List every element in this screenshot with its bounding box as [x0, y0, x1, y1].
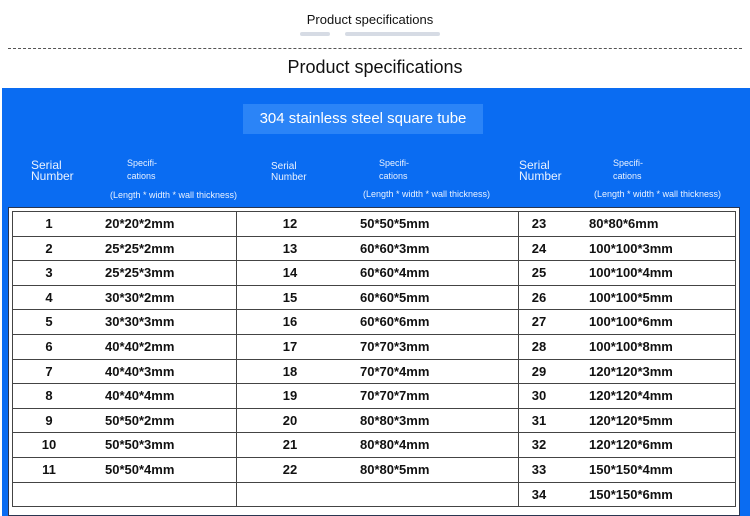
serial-number-cell: 17: [282, 339, 298, 354]
row-divider: [12, 482, 736, 483]
spec-header-line1: Specifi-: [613, 158, 644, 168]
serial-number-cell: 33: [531, 462, 547, 477]
serial-header-1: [31, 160, 74, 182]
specification-cell: 60*60*3mm: [360, 240, 430, 256]
specification-cell: 100*100*8mm: [589, 339, 673, 354]
specification-cell: 40*40*4mm: [105, 388, 175, 404]
specification-cell: 60*60*6mm: [360, 314, 430, 330]
row-divider: [12, 506, 736, 507]
serial-number-cell: 18: [282, 363, 298, 379]
specification-cell: 20*20*2mm: [105, 216, 175, 231]
serial-number-cell: 4: [45, 289, 53, 305]
specification-cell: 80*80*5mm: [360, 462, 430, 477]
spec-header-line2: cations: [127, 171, 156, 181]
serial-number-cell: 15: [282, 289, 298, 305]
serial-number-cell: 16: [282, 314, 298, 330]
row-divider: [12, 260, 736, 261]
spec-header-line2: cations: [379, 171, 408, 181]
dims-header-2: (Length * width * wall thickness): [363, 189, 491, 199]
specification-cell: 100*100*5mm: [589, 289, 673, 305]
specification-cell: 80*80*3mm: [360, 412, 430, 428]
serial-number-cell: 1: [45, 216, 53, 231]
row-divider: [12, 359, 736, 360]
dims-header-3: (Length * width * wall thickness): [594, 189, 722, 199]
specification-cell: 150*150*6mm: [589, 486, 673, 502]
serial-number-cell: 19: [282, 388, 298, 404]
serial-number-cell: 2: [45, 240, 53, 256]
specification-cell: 100*100*6mm: [589, 314, 673, 330]
row-divider: [12, 309, 736, 310]
specification-cell: 60*60*4mm: [360, 265, 430, 281]
row-divider: [12, 457, 736, 458]
serial-number-cell: 12: [282, 216, 298, 231]
serial-number-cell: 23: [531, 216, 547, 231]
serial-number-cell: 11: [42, 462, 56, 477]
specification-cell: 60*60*5mm: [360, 289, 430, 305]
serial-number-cell: 20: [282, 412, 298, 428]
specification-cell: 120*120*5mm: [589, 412, 673, 428]
specification-cell: 50*50*5mm: [360, 216, 430, 231]
serial-number-cell: 8: [45, 388, 53, 404]
smudge-mark: [345, 32, 440, 36]
serial-number-cell: 24: [531, 240, 547, 256]
column-divider: [735, 211, 736, 506]
serial-number-cell: 9: [45, 412, 53, 428]
serial-number-cell: 27: [531, 314, 547, 330]
specification-cell: 40*40*2mm: [105, 339, 175, 354]
spec-header-3: [613, 157, 643, 183]
specification-cell: 40*40*3mm: [105, 363, 175, 379]
column-divider: [12, 211, 13, 506]
specification-cell: 120*120*6mm: [589, 437, 673, 453]
smudge-mark: [300, 32, 330, 36]
specification-cell: 150*150*4mm: [589, 462, 673, 477]
serial-number-cell: 7: [45, 363, 53, 379]
serial-number-cell: 3: [45, 265, 53, 281]
specification-cell: 100*100*4mm: [589, 265, 673, 281]
serial-header-2: [271, 161, 307, 183]
row-divider: [12, 334, 736, 335]
row-divider: [12, 236, 736, 237]
serial-number-cell: 29: [531, 363, 547, 379]
specification-cell: 100*100*3mm: [589, 240, 673, 256]
specification-cell: 50*50*2mm: [105, 412, 175, 428]
specification-cell: 25*25*3mm: [105, 265, 175, 281]
serial-header-line1: Serial: [271, 161, 297, 172]
column-divider: [236, 211, 237, 506]
specification-cell: 70*70*3mm: [360, 339, 430, 354]
serial-number-cell: 10: [41, 437, 57, 453]
serial-number-cell: 30: [531, 388, 547, 404]
specification-cell: 80*80*4mm: [360, 437, 430, 453]
serial-number-cell: 31: [531, 412, 547, 428]
serial-header-3: [519, 160, 562, 182]
spec-header-1: [127, 157, 157, 183]
spec-header-line1: Specifi-: [379, 158, 410, 168]
row-divider: [12, 432, 736, 433]
specification-cell: 70*70*7mm: [360, 388, 430, 404]
spec-table: [8, 207, 740, 516]
specification-cell: 80*80*6mm: [589, 216, 659, 231]
serial-number-cell: 28: [531, 339, 547, 354]
spec-header-2: [379, 157, 409, 183]
spec-header-line2: cations: [613, 171, 642, 181]
serial-number-cell: 34: [531, 486, 547, 502]
serial-number-cell: 6: [45, 339, 53, 354]
serial-number-cell: 26: [531, 289, 547, 305]
serial-number-cell: 32: [531, 437, 547, 453]
specification-cell: 120*120*3mm: [589, 363, 673, 379]
serial-number-cell: 21: [282, 437, 298, 453]
serial-number-cell: 25: [531, 265, 547, 281]
main-title: Product specifications: [287, 57, 463, 77]
serial-number-cell: 13: [282, 240, 298, 256]
specification-cell: 70*70*4mm: [360, 363, 430, 379]
dims-header-1: (Length * width * wall thickness): [110, 190, 238, 200]
serial-number-cell: 5: [45, 314, 53, 330]
serial-header-line2: Number: [271, 172, 307, 183]
spec-header-line1: Specifi-: [127, 158, 158, 168]
dashed-divider: [8, 48, 742, 49]
specification-cell: 120*120*4mm: [589, 388, 673, 404]
specification-cell: 30*30*3mm: [105, 314, 175, 330]
serial-header-line2: Number: [31, 169, 74, 183]
row-divider: [12, 211, 736, 212]
row-divider: [12, 408, 736, 409]
specification-cell: 50*50*3mm: [105, 437, 175, 453]
top-title: Product specifications: [306, 12, 434, 27]
serial-header-line1: Serial: [519, 158, 550, 172]
specification-cell: 50*50*4mm: [105, 462, 175, 477]
specification-cell: 25*25*2mm: [105, 240, 175, 256]
serial-header-line2: Number: [519, 169, 562, 183]
row-divider: [12, 285, 736, 286]
product-banner: 304 stainless steel square tube: [243, 104, 483, 134]
row-divider: [12, 383, 736, 384]
specification-cell: 30*30*2mm: [105, 289, 175, 305]
serial-header-line1: Serial: [31, 158, 62, 172]
serial-number-cell: 14: [282, 265, 298, 281]
serial-number-cell: 22: [282, 462, 298, 477]
